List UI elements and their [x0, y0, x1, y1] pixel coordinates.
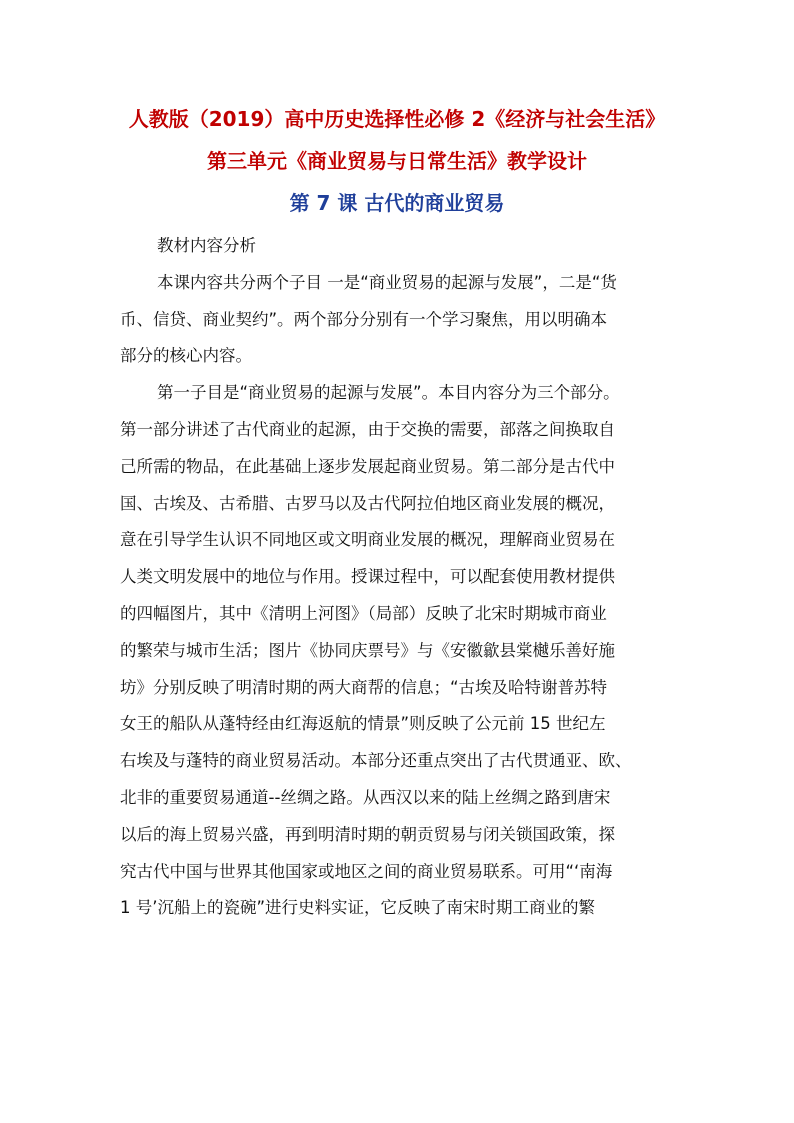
document-title-line-1: 人教版（2019）高中历史选择性必修 2《经济与社会生活》	[128, 107, 666, 131]
paragraph-line: 北非的重要贸易通道--丝绸之路。从西汉以来的陆上丝绸之路到唐宋	[120, 787, 611, 807]
paragraph-line: 1 号’沉船上的瓷碗”进行史料实证，它反映了南宋时期工商业的繁	[120, 898, 596, 918]
paragraph-line: 的四幅图片，其中《清明上河图》（局部）反映了北宋时期城市商业	[120, 603, 607, 623]
paragraph-line: 坊》分别反映了明清时期的两大商帮的信息；“古埃及哈特谢普苏特	[120, 677, 608, 697]
paragraph-line: 女王的船队从蓬特经由红海返航的情景”则反映了公元前 15 世纪左	[120, 714, 606, 734]
paragraph-line: 究古代中国与世界其他国家或地区之间的商业贸易联系。可用“‘南海	[120, 861, 613, 881]
paragraph-line: 第一子目是“商业贸易的起源与发展”。本目内容分为三个部分。	[157, 383, 620, 403]
paragraph-line: 第一部分讲述了古代商业的起源，由于交换的需要，部落之间换取自	[120, 419, 615, 439]
section-heading: 教材内容分析	[157, 236, 256, 255]
paragraph-line: 意在引导学生认识不同地区或文明商业发展的概况，理解商业贸易在	[120, 530, 615, 550]
paragraph-line: 右埃及与蓬特的商业贸易活动。本部分还重点突出了古代贯通亚、欧、	[120, 751, 632, 771]
paragraph-line: 人类文明发展中的地位与作用。授课过程中，可以配套使用教材提供	[120, 567, 615, 587]
paragraph-line: 己所需的物品，在此基础上逐步发展起商业贸易。第二部分是古代中	[120, 456, 615, 476]
paragraph-line: 本课内容共分两个子目 一是“商业贸易的起源与发展”，二是“货	[157, 272, 617, 292]
document-body	[120, 228, 680, 927]
lesson-title: 第 7 课 古代的商业贸易	[289, 191, 505, 215]
paragraph-line: 以后的海上贸易兴盛，再到明清时期的朝贡贸易与闭关锁国政策，探	[120, 824, 615, 844]
paragraph-line: 部分的核心内容。	[120, 346, 252, 366]
paragraph-line: 币、信贷、商业契约”。两个部分分别有一个学习聚焦，用以明确本	[120, 309, 608, 329]
document-title-line-2: 第三单元《商业贸易与日常生活》教学设计	[207, 149, 587, 173]
paragraph-line: 的繁荣与城市生活；图片《协同庆票号》与《安徽歙县棠樾乐善好施	[120, 640, 615, 660]
paragraph-line: 国、古埃及、古希腊、古罗马以及古代阿拉伯地区商业发展的概况，	[120, 493, 615, 513]
